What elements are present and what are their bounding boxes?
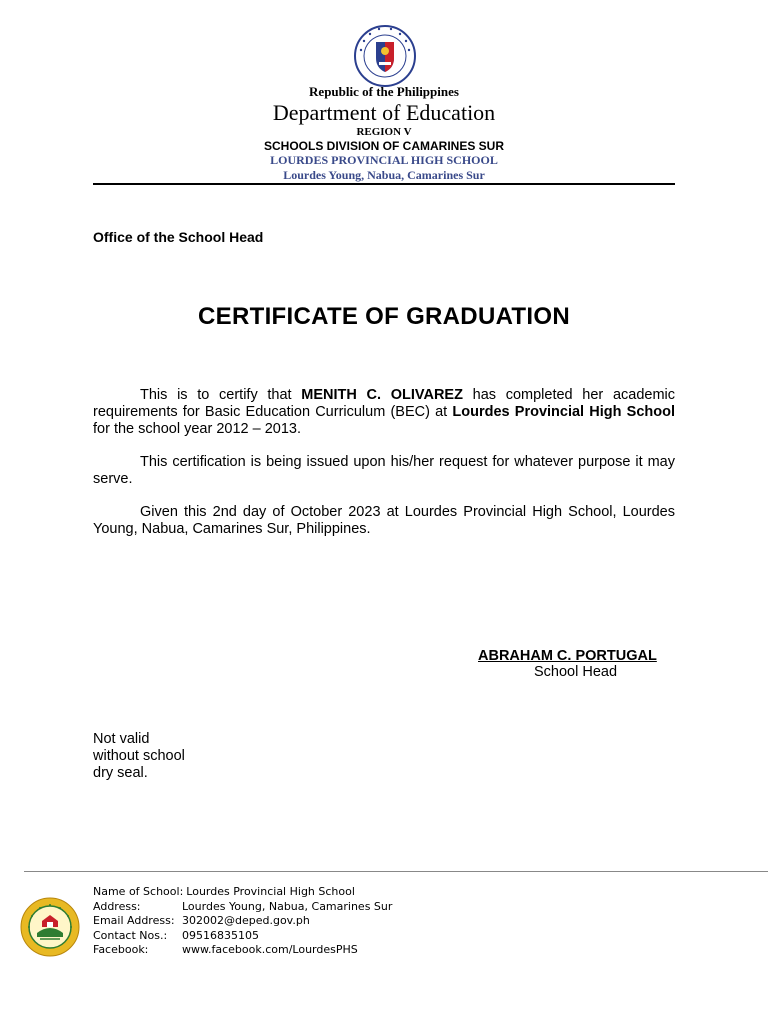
- footer-divider: [24, 871, 768, 872]
- certificate-title: CERTIFICATE OF GRADUATION: [198, 303, 570, 330]
- header-region: REGION V: [356, 126, 412, 138]
- dry-seal-notice: Not valid without school dry seal.: [93, 731, 185, 781]
- header-address: Lourdes Young, Nabua, Camarines Sur: [283, 168, 485, 182]
- deped-seal-icon: [349, 24, 421, 88]
- footer-row-facebook: Facebook: www.facebook.com/LourdesPHS: [93, 943, 358, 957]
- office-label: Office of the School Head: [93, 229, 264, 245]
- footer-row-school: Name of School: Lourdes Provincial High School: [93, 885, 355, 898]
- student-name: MENITH C. OLIVAREZ: [301, 387, 463, 403]
- signatory-position: School Head: [534, 664, 618, 680]
- school-logo-icon: [20, 897, 80, 957]
- header-school: LOURDES PROVINCIAL HIGH SCHOOL: [270, 153, 498, 167]
- signatory-name: ABRAHAM C. PORTUGAL: [478, 648, 657, 664]
- certificate-paragraph-2: This certification is being issued upon his/her request for whatever purpose it may serve.: [93, 454, 675, 487]
- certificate-paragraph-1: This is to certify that MENITH C. OLIVAREZ has completed her academic requirements for Basic Education Curriculum (BEC) at Lourdes Provincial High School for the school year 2012 – 2013.: [93, 387, 675, 437]
- school-name: Lourdes Provincial High School: [452, 404, 675, 420]
- footer-row-contact: Contact Nos.: 09516835105: [93, 928, 259, 942]
- footer-row-email: Email Address: 302002@deped.gov.ph: [93, 914, 310, 928]
- header-divider: [93, 183, 675, 185]
- footer-contact-info: [93, 885, 392, 958]
- footer-row-address: Address: Lourdes Young, Nabua, Camarines Sur: [93, 899, 393, 913]
- header-republic: Republic of the Philippines: [309, 84, 459, 99]
- header-division: SCHOOLS DIVISION OF CAMARINES SUR: [263, 139, 505, 153]
- header-department: Department of Education: [272, 100, 496, 125]
- certificate-paragraph-3: Given this 2nd day of October 2023 at Lourdes Provincial High School, Lourdes Young, Nabua, Camarines Sur, Philippines.: [93, 504, 675, 537]
